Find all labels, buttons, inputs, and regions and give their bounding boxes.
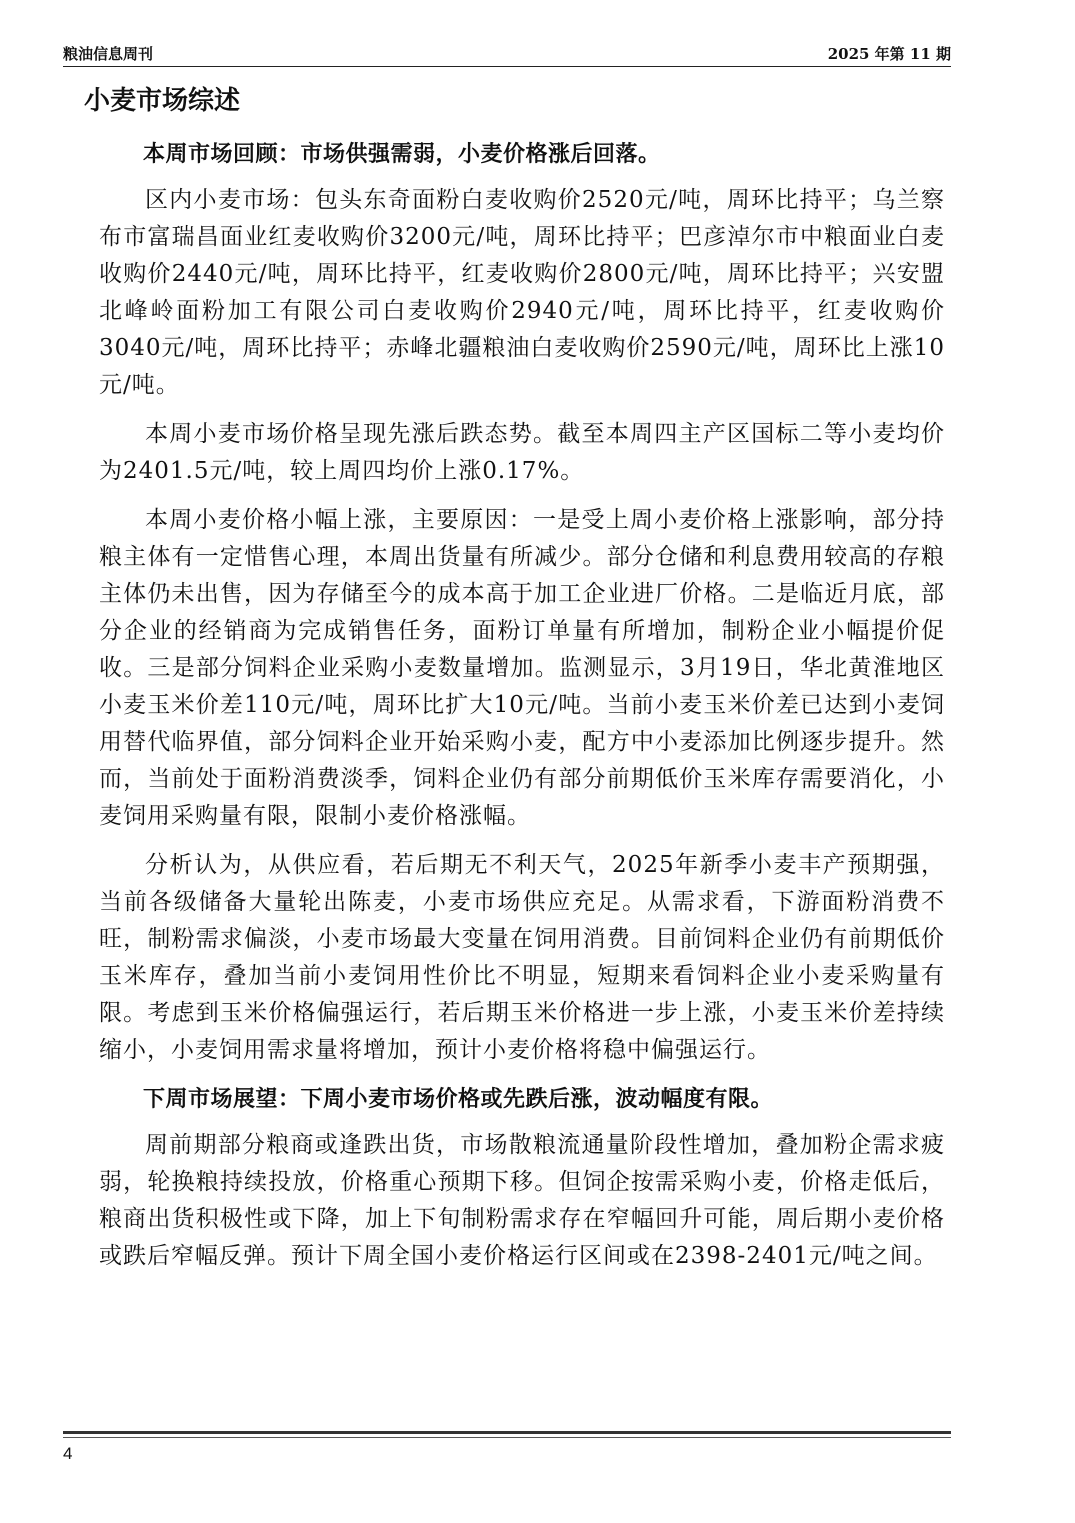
issue-number: 2025 年第 11 期 [827,45,951,63]
review-heading: 本周市场回顾：市场供强需弱，小麦价格涨后回落。 [143,141,661,167]
paragraph: 本周小麦市场价格呈现先涨后跌态势。截至本周四主产区国标二等小麦均价为2401.5元/吨，较上周四均价上涨0.17%。 [99,421,945,484]
footer-divider-thick [63,1431,951,1434]
page-number: 4 [63,1444,73,1463]
paragraph: 本周小麦价格小幅上涨，主要原因：一是受上周小麦价格上涨影响，部分持粮主体有一定惜售心理，本周出货量有所减少。部分仓储和利息费用较高的存粮主体仍未出售，因为存储至今的成本高于加工企业进厂价格。二是临近月底，部分企业的经销商为完成销售任务，面粉订单量有所增加，制粉企业小幅提价促收。三是部分饲料企业采购小麦数量增加。监测显示，3月19日，华北黄淮地区小麦玉米价差110元/吨，周环比扩大10元/吨。当前小麦玉米价差已达到小麦饲用替代临界值，部分饲料企业开始采购小麦，配方中小麦添加比例逐步提升。然而，当前处于面粉消费淡季，饲料企业仍有部分前期低价玉米库存需要消化，小麦饲用采购量有限，限制小麦价格涨幅。 [99,507,945,829]
article-body [99,136,945,1287]
header-divider [63,66,951,67]
outlook-heading: 下周市场展望：下周小麦市场价格或先跌后涨，波动幅度有限。 [143,1086,774,1112]
publication-name: 粮油信息周刊 [63,45,154,63]
section-title: 小麦市场综述 [84,86,241,116]
page-header [63,44,951,66]
footer-divider-thin [63,1437,951,1438]
paragraph: 周前期部分粮商或逢跌出货，市场散粮流通量阶段性增加，叠加粉企需求疲弱，轮换粮持续投放，价格重心预期下移。但饲企按需采购小麦，价格走低后，粮商出货积极性或下降，加上下旬制粉需求存在窄幅回升可能，周后期小麦价格或跌后窄幅反弹。预计下周全国小麦价格运行区间或在2398-2401元/吨之间。 [99,1132,945,1269]
paragraph: 分析认为，从供应看，若后期无不利天气，2025年新季小麦丰产预期强，当前各级储备大量轮出陈麦，小麦市场供应充足。从需求看，下游面粉消费不旺，制粉需求偏淡，小麦市场最大变量在饲用消费。目前饲料企业仍有前期低价玉米库存，叠加当前小麦饲用性价比不明显，短期来看饲料企业小麦采购量有限。考虑到玉米价格偏强运行，若后期玉米价格进一步上涨，小麦玉米价差持续缩小，小麦饲用需求量将增加，预计小麦价格将稳中偏强运行。 [99,852,945,1063]
paragraph: 区内小麦市场：包头东奇面粉白麦收购价2520元/吨，周环比持平；乌兰察布市富瑞昌面业红麦收购价3200元/吨，周环比持平；巴彦淖尔市中粮面业白麦收购价2440元/吨，周环比持平，红麦收购价2800元/吨，周环比持平；兴安盟北峰岭面粉加工有限公司白麦收购价2940元/吨，周环比持平，红麦收购价3040元/吨，周环比持平；赤峰北疆粮油白麦收购价2590元/吨，周环比上涨10元/吨。 [99,187,945,398]
